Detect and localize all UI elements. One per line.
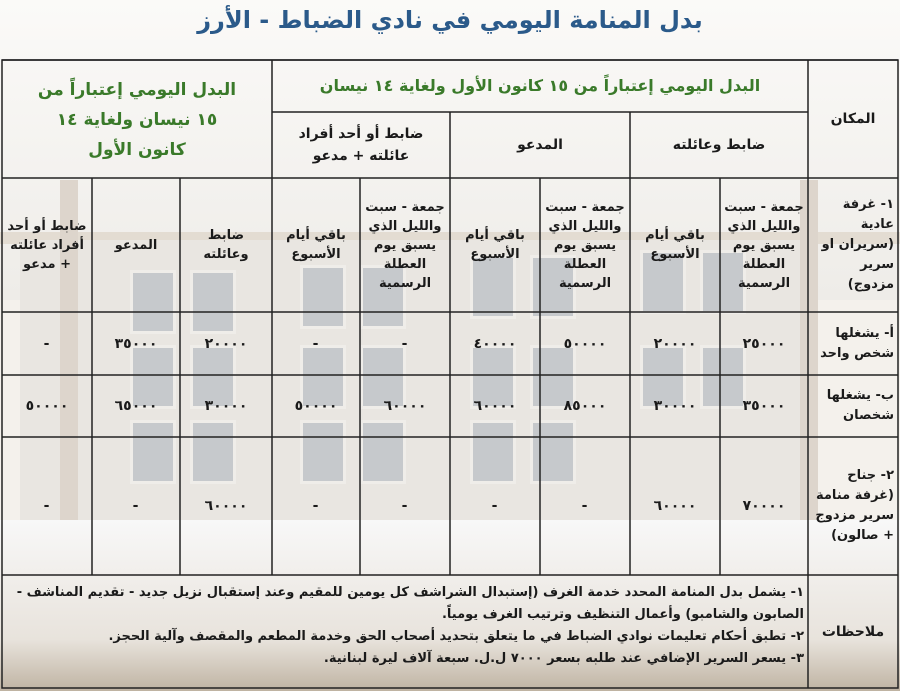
- header-period-2: البدل اليومي إعتباراً من ١٥ نيسان ولغاية ١٤ كانون الأول: [37, 80, 237, 160]
- header-officer-guest: ضابط أو أحد أفراد عائلته + مدعو: [298, 126, 424, 164]
- table-cell: -: [401, 335, 409, 352]
- row-label-single: أ- يشغلها شخص واحد: [820, 325, 894, 361]
- table-cell: ٦٥٠٠٠: [114, 398, 158, 414]
- table-cell: ٤٠٠٠٠: [473, 335, 517, 352]
- note-line: ١- يشمل بدل المنامة المحدد خدمة الغرف (إستبدال الشراشف كل يومين للمقيم وعند إستقبال نزيل جديد - تقديم المناشف -: [16, 585, 804, 600]
- note-line: ٢- تطبق أحكام تعليمات نوادي الضباط في ما يتعلق بتحديد أصحاب الحق وخدمة المطعم والمقصف وآلية الحجز.: [108, 629, 804, 644]
- table-cell: ٣٠٠٠٠: [204, 398, 248, 414]
- subheader-weekend-3: جمعة - سبت والليل الذي يسبق يوم العطلة الرسمية: [365, 199, 445, 291]
- table-cell: ٣٥٠٠٠: [742, 398, 786, 414]
- table-cell: ٢٠٠٠٠: [204, 335, 248, 352]
- subheader-weekdays-2: باقي أيام الأسبوع: [465, 228, 525, 262]
- table-cell: ٥٠٠٠٠: [563, 335, 607, 352]
- subheader-p2-officer-guest: ضابط أو أحد أفراد عائلته + مدعو: [7, 218, 87, 272]
- row-label-suite: ٢- جناح (غرفة منامة سرير مزدوج + صالون): [815, 468, 894, 543]
- header-guest: المدعو: [517, 137, 563, 153]
- subheader-p2-guest: المدعو: [114, 237, 158, 253]
- table-cell: -: [581, 498, 589, 514]
- notes-label: ملاحظات: [821, 623, 885, 640]
- subheader-weekdays-3: باقي أيام الأسبوع: [286, 228, 346, 262]
- table-cell: ٧٠٠٠٠: [742, 498, 786, 514]
- table-cell: ٦٠٠٠٠: [204, 498, 248, 514]
- table-cell: ٢٥٠٠٠: [742, 335, 786, 352]
- table-cell: ٦٠٠٠٠: [653, 498, 697, 514]
- table-cell: -: [312, 498, 320, 514]
- row-label-regular-room: ١- غرفة عادية (سريران او سرير مزدوج): [821, 197, 894, 292]
- subheader-weekend-1: جمعة - سبت والليل الذي يسبق يوم العطلة الرسمية: [724, 199, 804, 291]
- table-cell: -: [132, 498, 140, 514]
- table-cell: ٢٠٠٠٠: [653, 335, 697, 352]
- row-label-double: ب- يشغلها شخصان: [826, 388, 894, 423]
- table-cell: ٥٠٠٠٠: [25, 398, 69, 414]
- table-cell: ٥٠٠٠٠: [294, 398, 338, 414]
- table-cell: ٦٠٠٠٠: [473, 398, 517, 414]
- page-title: بدل المنامة اليومي في نادي الضباط - الأرز: [197, 6, 703, 34]
- table-cell: -: [43, 335, 51, 352]
- header-place: المكان: [830, 111, 876, 127]
- header-period-1: البدل اليومي إعتباراً من ١٥ كانون الأول ولغاية ١٤ نيسان: [319, 76, 761, 95]
- table-cell: ٨٥٠٠٠: [563, 398, 607, 414]
- table-cell: ٣٠٠٠٠: [653, 398, 697, 414]
- notes-body: [8, 582, 804, 670]
- header-officer-family: ضابط وعائلته: [672, 137, 766, 153]
- subheader-weekend-2: جمعة - سبت والليل الذي يسبق يوم العطلة الرسمية: [545, 199, 625, 291]
- table-cell: -: [43, 498, 51, 514]
- table-cell: ٣٥٠٠٠: [114, 335, 158, 352]
- table-cell: ٦٠٠٠٠: [383, 398, 427, 414]
- table-cell: -: [312, 335, 320, 352]
- subheader-p2-officer: ضابط وعائلته: [203, 228, 249, 262]
- note-line: ٣- يسعر السرير الإضافي عند طلبه بسعر ٧٠٠٠ ل.ل. سبعة آلاف ليرة لبنانية.: [323, 651, 804, 666]
- table-cell: -: [401, 498, 409, 514]
- subheader-weekdays-1: باقي أيام الأسبوع: [645, 228, 705, 262]
- table-cell: -: [491, 498, 499, 514]
- note-line: الصابون والشامبو) وأعمال التنظيف وترتيب الغرف يومياً.: [441, 607, 804, 622]
